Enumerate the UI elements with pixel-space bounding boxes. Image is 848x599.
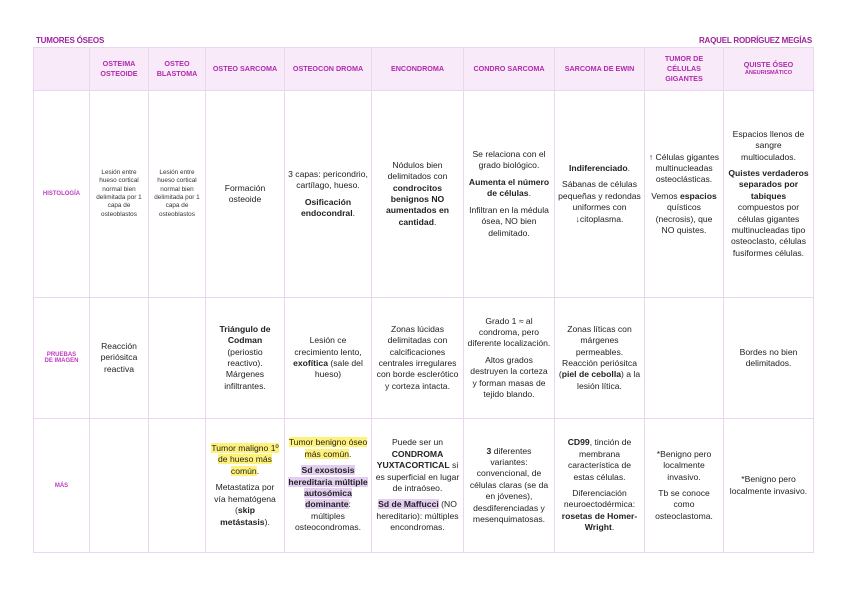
bold-text: Indiferenciado <box>568 162 628 173</box>
text-line <box>288 335 368 381</box>
cell-pruebas-ewing <box>555 298 645 419</box>
text: Zonas líticas con márgenes permeables. Reacción periósitca ( <box>558 323 637 380</box>
cell-pruebas-encondroma: Zonas lúcidas delimitadas con calcificaciones centrales irregulares con borde esclerótico y corteza intacta. <box>372 298 464 419</box>
cell-mas-osteoma <box>90 419 149 553</box>
corner-cell <box>34 48 90 91</box>
bold-text: CONDROMA YUXTACORTICAL <box>376 448 450 471</box>
bold-text: Triángulo de Codman <box>219 323 271 346</box>
row-label-mas: MÁS <box>34 419 90 553</box>
cell-histologia-osteosarcoma: Formación osteoide <box>206 91 285 298</box>
text: , tinción de membrana característica de estas células. <box>567 437 632 482</box>
bold-text: exofítica <box>293 358 328 368</box>
text: Grado 1 ≈ al condroma, pero diferente localización. <box>467 315 551 349</box>
cell-mas-ewing <box>555 419 645 553</box>
text: Se relaciona con el grado biológico. <box>472 149 546 171</box>
text-line <box>558 488 641 534</box>
text-line <box>727 168 810 259</box>
row-pruebas-imagen <box>34 298 814 419</box>
text: Infiltran en la médula ósea, NO bien delimitado. <box>469 204 549 238</box>
cell-mas-condrosarcoma <box>464 419 555 553</box>
text-line <box>558 163 641 174</box>
cell-histologia-osteoblastoma: Lesión entre hueso cortical normal bien delimitada por 1 capa de osteoblastos <box>149 91 206 298</box>
text-line <box>288 465 368 534</box>
text: . <box>349 448 352 459</box>
text: . <box>627 162 631 173</box>
text: Diferenciación neuroectodérmica: <box>563 488 636 510</box>
text: . <box>611 522 615 533</box>
text-line <box>558 324 641 393</box>
bold-text: Quistes verdaderos separados por tabiques <box>728 167 809 201</box>
cell-histologia-osteoma: Lesión entre hueso cortical normal bien delimitada por 1 capa de osteoblastos <box>90 91 149 298</box>
text: Vemos <box>651 190 678 201</box>
text: : múltiples osteocondromas. <box>295 499 361 533</box>
row-label-histologia: HISTOLOGÍA <box>34 91 90 298</box>
text: . <box>256 465 260 476</box>
text: Lesión ce crecimiento lento, <box>294 335 362 357</box>
highlighted-text: Tumor benigno óseo más común <box>288 437 368 459</box>
cell-histologia-quiste <box>724 91 814 298</box>
text: ↑ Células gigantes multinucleadas osteoclásticas. <box>648 151 720 185</box>
cell-mas-osteocondroma <box>285 419 372 553</box>
col-header-osteoblastoma: OSTEO BLASTOMA <box>149 48 206 91</box>
row-label-line: PRUEBAS <box>46 352 77 358</box>
bold-text: piel de cebolla <box>561 369 621 380</box>
bold-text: espacios <box>679 190 717 201</box>
cell-mas-osteosarcoma <box>206 419 285 553</box>
text-line <box>558 437 641 483</box>
col-header-quiste-oseo-subtitle: ANEURISMÁTICO <box>744 70 793 77</box>
row-histologia <box>34 91 814 298</box>
bold-text: 3 <box>486 445 492 456</box>
cell-histologia-ewing <box>555 91 645 298</box>
text: (periostio reactivo). Márgenes infiltrantes. <box>224 346 266 391</box>
highlighted-bold-text: Sd exostosis hereditaria múltiple autosómica dominante <box>288 465 368 510</box>
header-row <box>34 48 814 91</box>
cell-pruebas-osteoblastoma <box>149 298 206 419</box>
text-line <box>209 482 281 528</box>
text: Sábanas de células pequeñas y redondas uniformes con ↓citoplasma. <box>558 179 641 224</box>
bold-text: Aumenta el número de células <box>468 176 550 199</box>
text: Altos grados destruyen la corteza y forman masas de tejido blando. <box>470 354 548 400</box>
author-name: RAQUEL RODRÍGUEZ MEGÍAS <box>698 36 812 45</box>
row-mas <box>34 419 814 553</box>
text: Tb se conoce como osteoclastoma. <box>655 488 713 521</box>
highlighted-text: Tumor maligno 1º de hueso más común <box>211 443 279 476</box>
cell-pruebas-condrosarcoma <box>464 298 555 419</box>
text: Puede ser un <box>391 437 444 448</box>
row-label-line: DE IMAGEN <box>44 358 79 364</box>
text: quísticos (necrosis), que NO quistes. <box>655 202 713 236</box>
text: Nódulos bien delimitados con <box>387 159 448 182</box>
text: diferentes variantes: convencional, de células claras (se da en jóvenes), desdiferenciadas y mesenquimatosas. <box>469 445 549 525</box>
cell-pruebas-osteocondroma <box>285 298 372 419</box>
cell-mas-osteoblastoma <box>149 419 206 553</box>
bold-text: rosetas de Homer-Wright <box>561 510 638 533</box>
cell-histologia-celulas-gigantes <box>645 91 724 298</box>
text: Metastatiza por vía hematógena ( <box>214 482 276 516</box>
cell-mas-celulas-gigantes <box>645 419 724 553</box>
text: 3 capas: pericondrio, cartílago, hueso. <box>288 168 368 191</box>
text: *Benigno pero localmente invasivo. <box>656 448 712 482</box>
row-label-pruebas-imagen <box>34 298 90 419</box>
bold-text: CD99 <box>567 437 590 448</box>
col-header-osteoma-osteoide: OSTEIMA OSTEOIDE <box>90 48 149 91</box>
cell-histologia-osteocondroma <box>285 91 372 298</box>
text: (sale del hueso) <box>314 358 363 380</box>
cell-mas-quiste: *Benigno pero localmente invasivo. <box>724 419 814 553</box>
col-header-quiste-oseo <box>724 48 814 91</box>
cell-mas-encondroma <box>372 419 464 553</box>
text: ). <box>264 516 270 527</box>
col-header-tumor-celulas-gigantes: TUMOR DE CÉLULAS GIGANTES <box>645 48 724 91</box>
col-header-osteocondroma: OSTEOCON DROMA <box>285 48 372 91</box>
text: (NO hereditario): múltiples encondromas. <box>376 499 459 533</box>
text: si es superficial en lugar de intraóseo. <box>375 460 460 493</box>
text-line <box>209 324 281 393</box>
document-title: TUMORES ÓSEOS <box>36 36 105 45</box>
bold-text: skip metástasis <box>220 505 265 527</box>
text: . <box>352 207 355 218</box>
text-line <box>648 191 720 237</box>
bold-text: condrocitos benignos NO aumentados en cantidad <box>385 182 450 227</box>
bold-text: Osificación endocondral <box>301 196 353 218</box>
cell-pruebas-osteosarcoma <box>206 298 285 419</box>
text-line <box>375 160 460 229</box>
highlighted-bold-text: Sd de Maffucci <box>378 499 439 510</box>
col-header-osteosarcoma: OSTEO SARCOMA <box>206 48 285 91</box>
text: . <box>528 188 531 199</box>
cell-pruebas-celulas-gigantes <box>645 298 724 419</box>
cell-histologia-condrosarcoma <box>464 91 555 298</box>
text-line <box>467 177 551 200</box>
col-header-sarcoma-ewing: SARCOMA DE EWIN <box>555 48 645 91</box>
col-header-encondroma: ENCONDROMA <box>372 48 464 91</box>
text: . <box>433 216 437 227</box>
cell-histologia-encondroma <box>372 91 464 298</box>
text: ) a la lesión lítica. <box>577 369 641 391</box>
col-header-condrosarcoma: CONDRO SARCOMA <box>464 48 555 91</box>
cell-pruebas-quiste: Bordes no bien delimitados. <box>724 298 814 419</box>
text-line <box>288 197 368 220</box>
col-header-quiste-oseo-title: QUISTE ÓSEO <box>743 60 794 70</box>
text: Espacios llenos de sangre multioculados. <box>732 128 805 162</box>
text-line <box>288 437 368 460</box>
bone-tumors-table <box>33 47 814 553</box>
text: compuestos por células gigantes multinucleadas tipo osteoclasto, células fusiformes células. <box>731 202 806 258</box>
text-line <box>375 437 460 494</box>
text-line <box>209 443 281 477</box>
text-line <box>467 446 551 526</box>
cell-pruebas-osteoma: Reacción periósitca reactiva <box>90 298 149 419</box>
text-line <box>375 499 460 533</box>
